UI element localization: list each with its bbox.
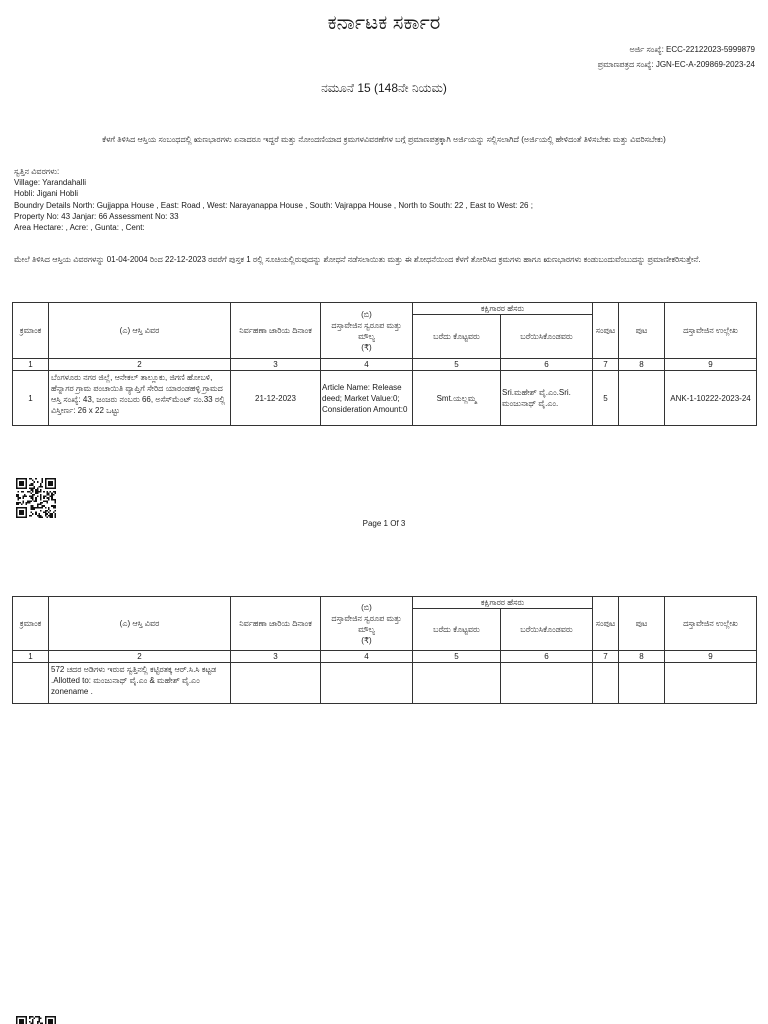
column-number: 2 (49, 651, 231, 663)
reference-numbers (598, 42, 755, 72)
column-number: 3 (231, 651, 321, 663)
column-number-row (13, 359, 757, 371)
property-details (14, 166, 533, 233)
row-claimant (501, 663, 593, 704)
column-number: 6 (501, 651, 593, 663)
village-line: Village: Yarandahalli (14, 178, 87, 188)
header-execution-date: ನಿರ್ವಹಣಾ ಜಾರಿಯ ದಿನಾಂಕ (231, 597, 321, 651)
column-number: 8 (619, 651, 665, 663)
column-number: 9 (665, 359, 757, 371)
row-claimant: Sri.ಮಹೇಶ್ ವೈ.ಎಂ.Sri. ಮಂಜುನಾಥ್ ವೈ.ಎಂ. (501, 371, 593, 426)
certificate-number: ಪ್ರಮಾಣಪತ್ರದ ಸಂಖ್ಯೆ: JGN-EC-A-209869-2023-24 (597, 60, 755, 69)
header-claimant: ಬರೆಯಿಸಿಕೊಂಡವರು (501, 315, 593, 359)
row-page (619, 663, 665, 704)
search-statement: ಮೇಲೆ ತಿಳಿಸಿದ ಆಸ್ತಿಯ ವಿವರಗಳನ್ನು 01-04-2004 ರಿಂದ 22-12-2023 ರವರೆಗೆ ಪುಸ್ತಕ 1 ರಲ್ಲಿ ಸೂಚಿಯಲ್ಲಿರುವುದನ್ನು ಶೋಧನೆ ನಡೆಸಲಾಯಿತು ಮತ್ತು ಈ ಶೋಧನೆಯಿಂದ ಕೆಳಗೆ ತೋರಿಸಿದ ಕ್ರಮಗಳು ಹಾಗೂ ಋಣಭಾರಗಳು ಕಂಡುಬಂದುವೆಂಬುದನ್ನು ಪ್ರಮಾಣೀಕರಿಸುತ್ತೇನೆ. (14, 255, 701, 264)
intro-text: ಕೆಳಗೆ ತಿಳಿಸಿದ ಆಸ್ತಿಯ ಸಂಬಂಧದಲ್ಲಿ ಋಣಭಾರಗಳು ಏನಾದರೂ ಇದ್ದರೆ ಮತ್ತು ನೋಂದಣಿಯಾದ ಕ್ರಮಗಳವಿವರಣೆಗಳ ಬಗ್ಗೆ ಪ್ರಮಾಣಪತ್ರಕ್ಕಾಗಿ ಅರ್ಜಿಯನ್ನು ಸಲ್ಲಿಸಲಾಗಿದೆ (ಅರ್ಜಿಯಲ್ಲಿ ಹೇಳಿದಂತೆ ತಿಳಿಸಬೇಕು ಮತ್ತು ವಿವರಿಸಬೇಕು) (102, 135, 666, 144)
row-nature (321, 663, 413, 704)
row-property (49, 371, 231, 426)
header-serial: ಕ್ರಮಾಂಕ (13, 303, 49, 359)
header-doc-ref: ದಸ್ತಾವೇಜಿನ ಉಲ್ಲೇಖ (665, 597, 757, 651)
row-page (619, 371, 665, 426)
header-executant: ಬರೆದು ಕೊಟ್ಟವರು (413, 609, 501, 651)
encumbrance-table (12, 302, 757, 426)
header-nature-rs: (₹) (361, 342, 372, 352)
column-number: 7 (593, 651, 619, 663)
header-nature-text: ದಸ್ತಾವೇಜಿನ ಸ್ವರೂಪ ಮತ್ತು ಮೌಲ್ಯ (331, 613, 402, 634)
page-number: Page 1 Of 3 (362, 519, 406, 528)
qr-code (16, 478, 56, 518)
column-number: 6 (501, 359, 593, 371)
header-parties: ಕಕ್ಷಿಗಾರರ ಹೆಸರು (413, 597, 593, 609)
column-number: 9 (665, 651, 757, 663)
header-page: ಪುಟ (619, 303, 665, 359)
header-nature-text: ದಸ್ತಾವೇಜಿನ ಸ್ವರೂಪ ಮತ್ತು ಮೌಲ್ಯ (331, 320, 402, 341)
row-serial (13, 663, 49, 704)
form-title: ನಮೂನೆ 15 (148ನೇ ನಿಯಮ) (321, 81, 447, 95)
column-number-row (13, 651, 757, 663)
row-execution-date (231, 663, 321, 704)
row-property-continued: 572 ಚದರ ಅಡಿಗಳು ಇರುವ ಸ್ವತ್ತಿನಲ್ಲಿ ಕಟ್ಟಿರತಕ್ಕ ಆರ್.ಸಿ.ಸಿ ಕಟ್ಟಡ .Allotted to: ಮಂಜುನಾಥ್ ವೈ.ಎಂ & ಮಹೇಶ್ ವೈ.ಎಂ zonename . (49, 663, 231, 704)
header-volume: ಸಂಪುಟ (593, 597, 619, 651)
column-number: 1 (13, 359, 49, 371)
row-doc-ref (665, 663, 757, 704)
encumbrance-table-continued (12, 596, 757, 704)
column-number: 3 (231, 359, 321, 371)
header-nature-b: (ಬಿ) (361, 309, 372, 319)
header-page: ಪುಟ (619, 597, 665, 651)
property-number-line: Property No: 43 Janjar: 66 Assessment No: 33 (14, 211, 179, 221)
details-heading: ಸ್ವತ್ತಿನ ವಿವರಗಳು: (14, 167, 60, 176)
table-row (13, 371, 757, 426)
header-serial: ಕ್ರಮಾಂಕ (13, 597, 49, 651)
header-claimant: ಬರೆಯಿಸಿಕೊಂಡವರು (501, 609, 593, 651)
column-number: 5 (413, 651, 501, 663)
header-doc-ref: ದಸ್ತಾವೇಜಿನ ಉಲ್ಲೇಖ (665, 303, 757, 359)
header-nature (321, 303, 413, 359)
header-nature-rs: (₹) (361, 635, 372, 645)
column-number: 5 (413, 359, 501, 371)
row-doc-ref: ANK-1-10222-2023-24 (665, 371, 757, 426)
row-volume (593, 663, 619, 704)
row-executant: Smt.ಯಲ್ಲಮ್ಮ (413, 371, 501, 426)
table-row (13, 663, 757, 704)
column-number: 8 (619, 359, 665, 371)
header-nature-b: (ಬಿ) (361, 602, 372, 612)
area-line: Area Hectare: , Acre: , Gunta: , Cent: (14, 223, 145, 233)
header-volume: ಸಂಪುಟ (593, 303, 619, 359)
row-execution-date: 21-12-2023 (231, 371, 321, 426)
row-nature: Article Name: Release deed; Market Value:0; Consideration Amount:0 (321, 371, 413, 426)
page-title: ಕರ್ನಾಟಕ ಸರ್ಕಾರ (327, 12, 441, 34)
row-executant (413, 663, 501, 704)
row-property-text: ಬೆಂಗಳೂರು ನಗರ ಜಿಲ್ಲೆ, ಆನೇಕಲ್ ತಾಲ್ಲೂಕು, ಜಿಗಣಿ ಹೋಬಳಿ, ಹೆನ್ನಾಗರ ಗ್ರಾಮ ಪಂಚಾಯಿತಿ ವ್ಯಾಪ್ತಿಗೆ ಸೇರಿದ ಯಾರಂಡಹಳ್ಳಿ ಗ್ರಾಮದ ಆಸ್ತಿ ಸಂಖ್ಯೆ: 43, ಜಂಜರು ನಂಬರು 66, ಅಸೆಸ್‌ಮೆಂಟ್ ನಂ.33 ರಲ್ಲಿ ವಿಸ್ತೀರ್ಣ: 26 x 22 ಒಟ್ಟು (51, 373, 226, 415)
header-property: (ಎ) ಆಸ್ತಿ ವಿವರ (49, 303, 231, 359)
hobli-line: Hobli: Jigani Hobli (14, 189, 79, 199)
column-number: 4 (321, 651, 413, 663)
boundary-line: Boundry Details North: Gujjappa House , East: Road , West: Narayanappa House , South: Vajrappa House , North to South: 22 , East to West: 26 ; (14, 200, 533, 210)
column-number: 4 (321, 359, 413, 371)
application-number: ಅರ್ಜಿ ಸಂಖ್ಯೆ: ECC-22122023-5999879 (629, 45, 755, 54)
column-number: 7 (593, 359, 619, 371)
qr-code-bottom (16, 1016, 56, 1024)
header-executant: ಬರೆದು ಕೊಟ್ಟವರು (413, 315, 501, 359)
header-property: (ಎ) ಆಸ್ತಿ ವಿವರ (49, 597, 231, 651)
header-nature (321, 597, 413, 651)
header-parties: ಕಕ್ಷಿಗಾರರ ಹೆಸರು (413, 303, 593, 315)
header-execution-date: ನಿರ್ವಹಣಾ ಜಾರಿಯ ದಿನಾಂಕ (231, 303, 321, 359)
column-number: 2 (49, 359, 231, 371)
row-volume: 5 (593, 371, 619, 426)
column-number: 1 (13, 651, 49, 663)
row-serial: 1 (13, 371, 49, 426)
